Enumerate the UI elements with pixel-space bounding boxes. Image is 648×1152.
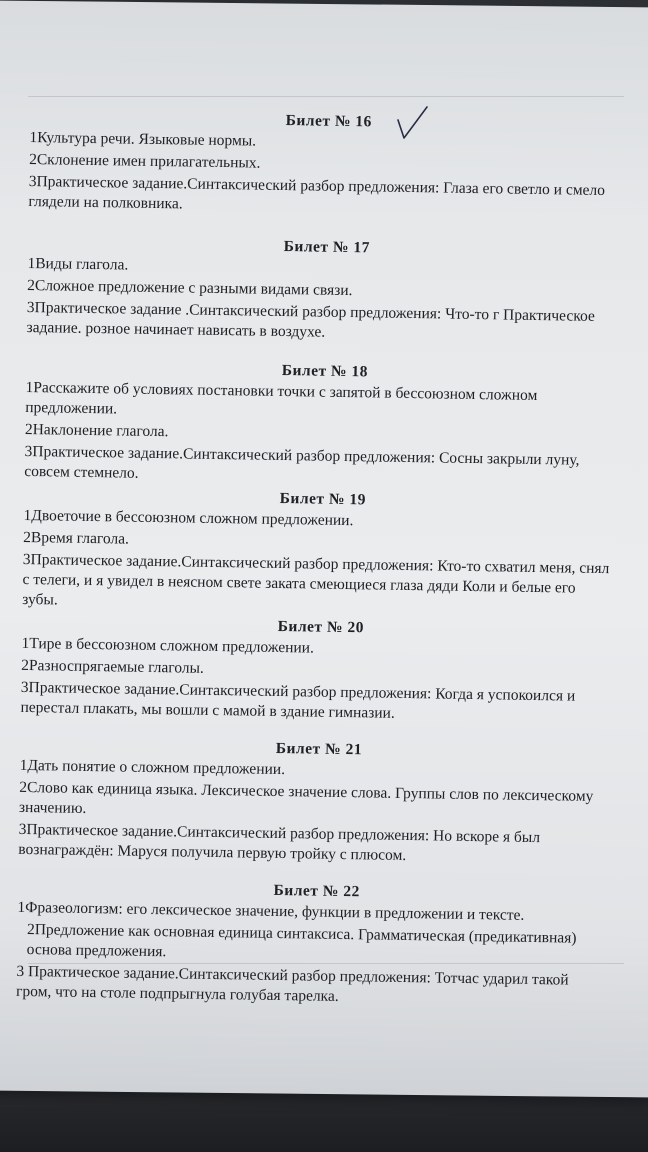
ticket-22 [16, 876, 606, 1011]
ticket-title: Билет № 20 [277, 617, 365, 637]
ticket-question: 2Склонение имен прилагательных. [29, 150, 261, 172]
ticket-question: 2Время глагола. [23, 528, 130, 548]
ticket-question: 1Дать понятие о сложном предложении. [19, 756, 286, 779]
ticket-question: 1Двоеточие в бессоюзном сложном предложении. [23, 506, 354, 530]
ticket-practical-task: 3Практическое задание.Синтаксический разбор предложения: Сосны закрыли луну, совсем стемнело. [24, 442, 580, 482]
ticket-practical-task: 3Практическое задание.Синтаксический разбор предложения: Когда я успокоился и перестал плакать, мы вошли с мамой в здание гимназии. [20, 678, 576, 722]
ticket-question: 2Слово как единица языка. Лексическое значение слова. Группы слов по лексическому значению. [18, 778, 594, 817]
ticket-21 [18, 734, 608, 869]
ticket-practical-task: 3Практическое задание.Синтаксический разбор предложения: Но вскоре я был вознаграждён: Маруся получила первую тройку с плюсом. [18, 820, 541, 865]
ticket-question: 2Сложное предложение с разными видами связи. [27, 276, 353, 300]
ticket-title: Билет № 17 [283, 238, 371, 257]
ticket-list [16, 106, 618, 1013]
ticket-practical-task: 3Практическое задание.Синтаксический разбор предложения: Глаза его светло и смело глядели на полковника. [28, 172, 606, 213]
ticket-title: Билет № 22 [273, 881, 360, 901]
ticket-question: 1Виды глагола. [27, 254, 129, 274]
ticket-question: 1Культура речи. Языковые нормы. [29, 128, 257, 150]
ticket-19 [22, 484, 612, 619]
ticket-question: 1Фразеологизм: его лексическое значение, функции в предложении и тексте. [17, 898, 525, 924]
ticket-18 [24, 356, 614, 491]
ticket-practical-task: 3 Практическое задание.Синтаксический разбор предложения: Тотчас ударил такой гром, что на столе подпрыгнула голубая тарелка. [15, 962, 569, 1005]
ticket-title: Билет № 21 [275, 739, 363, 759]
ticket-question: 2Наклонение глагола. [24, 420, 169, 441]
ticket-question: 2Предложение как основная единица синтаксиса. Грамматическая (предикативная) основа предложения. [26, 921, 577, 961]
ticket-practical-task: 3Практическое задание .Синтаксический разбор предложения: Что-то г Практическое задание. розное начинает нависать в воздухе. [26, 298, 595, 341]
ticket-title: Билет № 16 [285, 112, 373, 131]
table-line [28, 96, 624, 97]
ticket-question: 1Тире в бессоюзном сложном предложении. [21, 634, 315, 657]
ticket-16 [28, 106, 618, 221]
ticket-17 [26, 232, 616, 347]
ticket-20 [20, 612, 610, 727]
ticket-title: Билет № 19 [279, 489, 367, 509]
ticket-question: 1Расскажите об условиях постановки точки с запятой в бессоюзном сложном предложении. [25, 378, 538, 418]
ticket-question: 2Разноспрягаемые глаголы. [21, 656, 205, 677]
ticket-title: Билет № 18 [281, 361, 369, 381]
ticket-practical-task: 3Практическое задание.Синтаксический разбор предложения: Кто-то схватил меня, снял с телеги, и я увидел в неясном свете заката смеющиеся глаза дяди Коли и белые его зубы. [22, 550, 610, 609]
